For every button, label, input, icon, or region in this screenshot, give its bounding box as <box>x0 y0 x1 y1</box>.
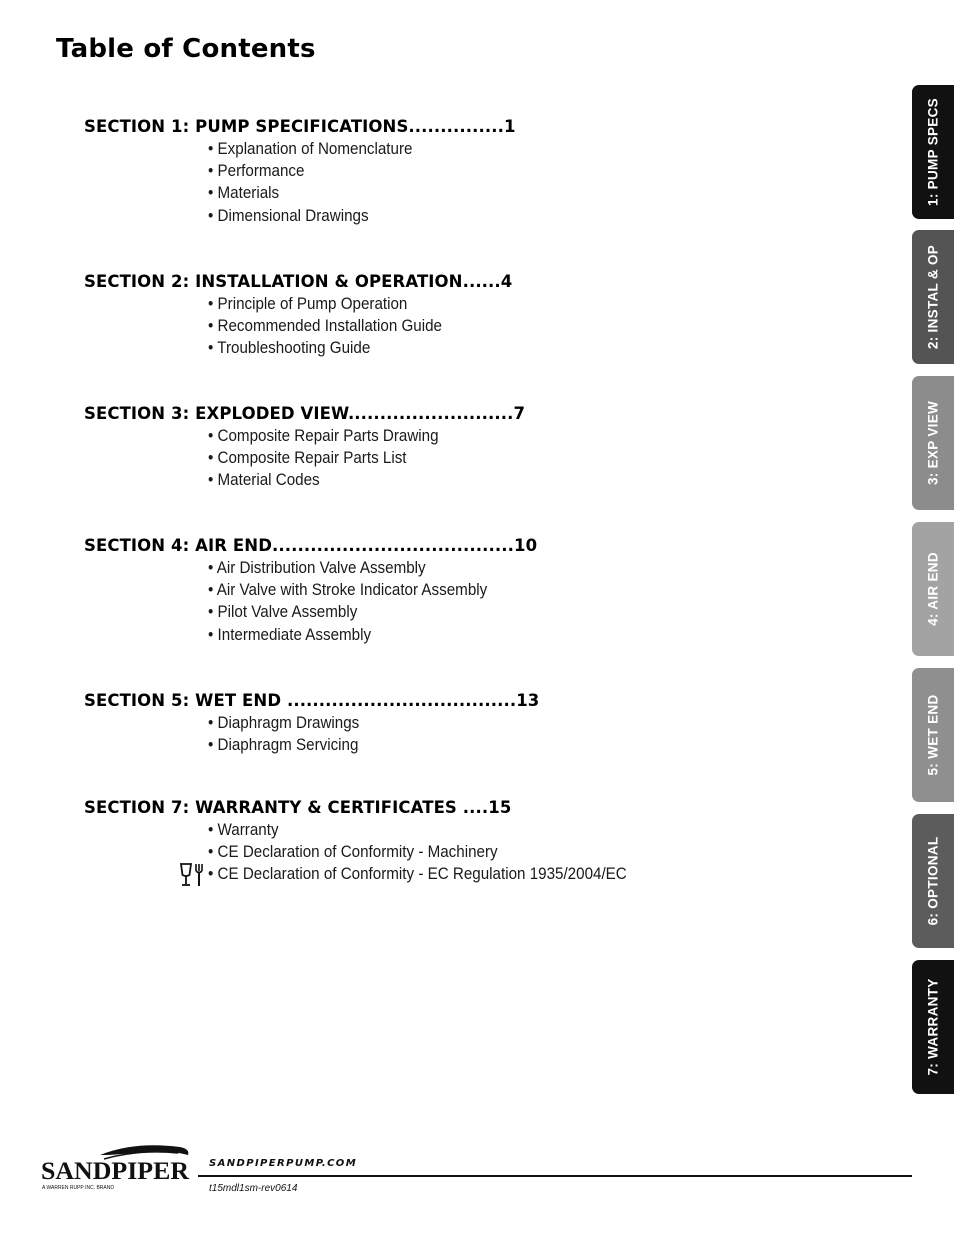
section-heading[interactable]: SECTION 3: EXPLODED VIEW..........................7 <box>84 404 526 423</box>
glass-fork-icon <box>179 862 207 888</box>
page-title: Table of Contents <box>56 34 316 64</box>
tab-label: 6: OPTIONAL <box>925 836 941 926</box>
tab-label: 3: EXP VIEW <box>925 400 941 486</box>
toc-section-2[interactable] <box>84 271 684 360</box>
toc-item[interactable]: • Intermediate Assembly <box>208 625 372 644</box>
tab-wet-end[interactable] <box>912 668 954 802</box>
toc-section-3[interactable] <box>84 403 684 492</box>
toc-item[interactable]: • Dimensional Drawings <box>208 206 369 225</box>
sandpiper-logo <box>40 1143 196 1193</box>
toc-item[interactable]: • Pilot Valve Assembly <box>208 603 358 622</box>
tab-optional[interactable] <box>912 814 954 948</box>
tab-exp-view[interactable] <box>912 376 954 510</box>
tab-label: 1: PUMP SPECS <box>925 98 941 206</box>
toc-item[interactable]: • Materials <box>208 184 280 203</box>
tab-air-end[interactable] <box>912 522 954 656</box>
section-items <box>208 138 684 227</box>
toc-item[interactable]: • Recommended Installation Guide <box>208 317 442 336</box>
toc-item[interactable]: • Diaphragm Drawings <box>208 714 360 732</box>
toc-item[interactable]: • Material Codes <box>208 471 320 490</box>
footer-divider <box>198 1175 912 1177</box>
tab-label: 5: WET END <box>925 694 941 776</box>
section-items <box>208 425 684 492</box>
toc-item[interactable]: • CE Declaration of Conformity - Machinery <box>208 843 498 862</box>
section-heading[interactable]: SECTION 5: WET END ....................................13 <box>84 691 540 710</box>
section-items <box>208 712 684 756</box>
toc-item[interactable]: • Performance <box>208 162 305 181</box>
toc-item[interactable]: • Diaphragm Servicing <box>208 736 359 755</box>
tab-pump-specs[interactable] <box>912 85 954 219</box>
tab-warranty[interactable] <box>912 960 954 1094</box>
tab-instal-op[interactable] <box>912 230 954 364</box>
section-heading[interactable]: SECTION 7: WARRANTY & CERTIFICATES ....15 <box>84 798 512 817</box>
toc-item[interactable]: • Composite Repair Parts List <box>208 449 407 468</box>
section-items <box>208 293 684 360</box>
toc-item[interactable]: • Air Distribution Valve Assembly <box>208 559 426 577</box>
logo-tagline: A WARREN RUPP INC. BRAND <box>42 1185 114 1191</box>
toc-item[interactable]: • Air Valve with Stroke Indicator Assembly <box>208 581 488 600</box>
toc-item[interactable]: • CE Declaration of Conformity - EC Regulation 1935/2004/EC <box>208 865 627 884</box>
section-items <box>208 557 684 646</box>
footer-url[interactable]: SANDPIPERPUMP.COM <box>209 1158 358 1169</box>
toc-section-4[interactable] <box>84 535 684 646</box>
toc-item[interactable]: • Composite Repair Parts Drawing <box>208 427 439 445</box>
tab-label: 2: INSTAL & OP <box>925 244 941 350</box>
section-heading[interactable]: SECTION 4: AIR END......................................10 <box>84 536 538 555</box>
toc-item[interactable]: • Warranty <box>208 821 279 839</box>
document-id: t15mdl1sm-rev0614 <box>209 1183 298 1194</box>
toc-section-5[interactable] <box>84 690 684 756</box>
section-heading[interactable]: SECTION 1: PUMP SPECIFICATIONS...............1 <box>84 117 516 136</box>
toc-section-1[interactable] <box>84 116 684 227</box>
section-items <box>208 819 684 886</box>
logo-text: SANDPIPER <box>41 1158 190 1185</box>
section-tabs <box>912 0 954 1235</box>
toc-item[interactable]: • Troubleshooting Guide <box>208 339 371 358</box>
toc-item[interactable]: • Explanation of Nomenclature <box>208 140 413 158</box>
toc-section-7[interactable] <box>84 797 684 886</box>
toc-item[interactable]: • Principle of Pump Operation <box>208 295 408 313</box>
section-heading[interactable]: SECTION 2: INSTALLATION & OPERATION......4 <box>84 272 513 291</box>
tab-label: 4: AIR END <box>925 552 941 626</box>
tab-label: 7: WARRANTY <box>925 978 941 1076</box>
